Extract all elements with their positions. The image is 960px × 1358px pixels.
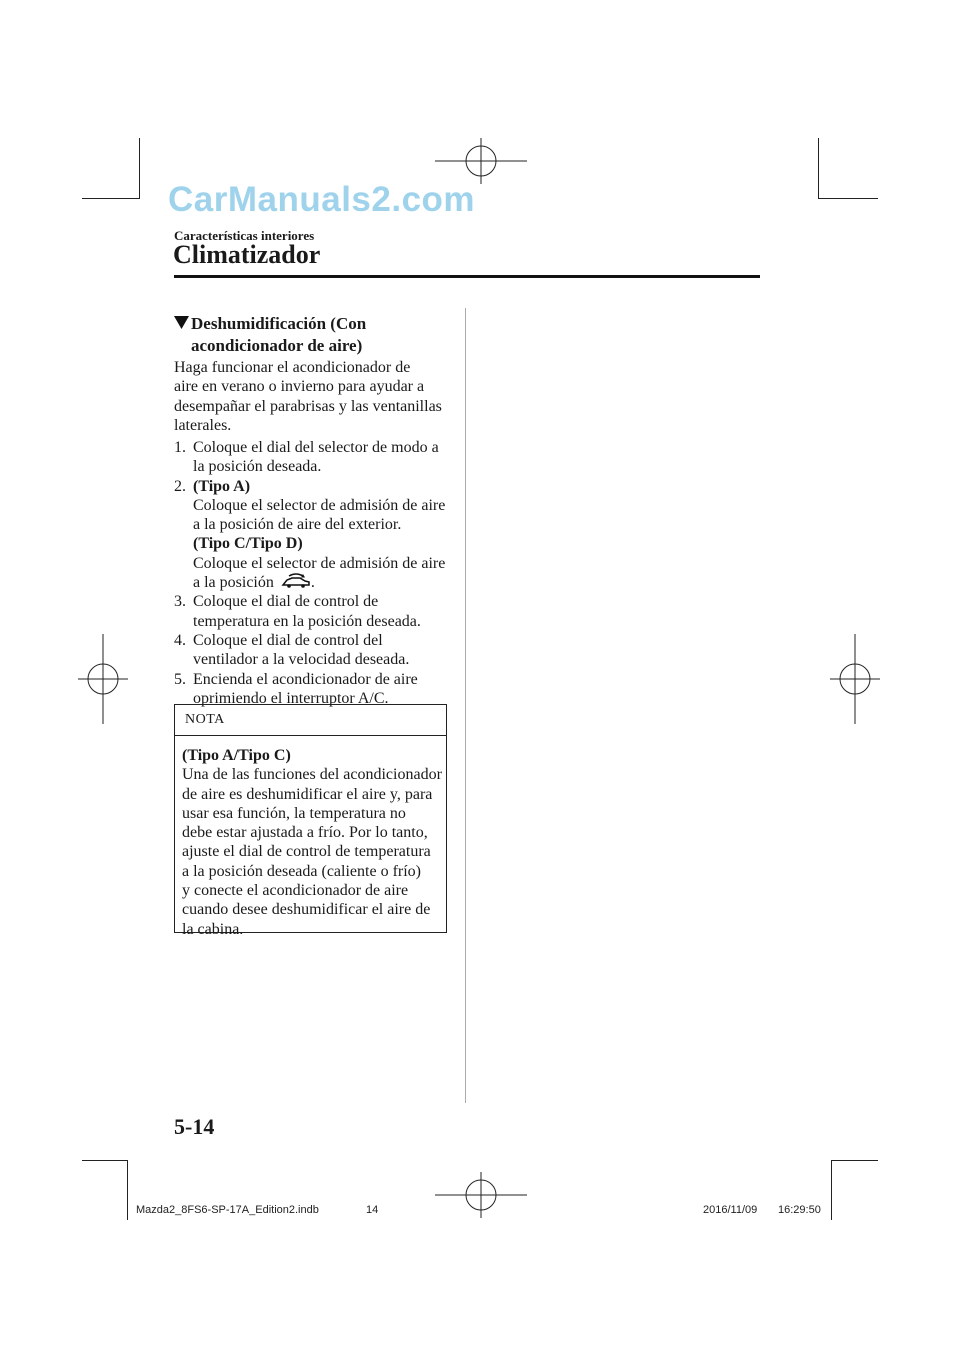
recirculation-car-icon <box>281 573 311 589</box>
intro-line: Haga funcionar el acondicionador de <box>174 359 411 376</box>
step-text: la posición deseada. <box>193 458 322 476</box>
crop-mark-top-right-h <box>818 198 878 199</box>
type-label: (Tipo A) <box>193 477 251 495</box>
step-text: Coloque el dial de control de <box>193 593 379 611</box>
step-number: 4. <box>174 631 186 649</box>
footer-time: 16:29:50 <box>778 1204 821 1216</box>
crop-mark-top-left-h <box>82 198 140 199</box>
footer-date: 2016/11/09 <box>703 1204 758 1216</box>
crop-mark-top-right-v <box>818 138 819 198</box>
step-text: temperatura en la posición deseada. <box>193 612 421 630</box>
note-line: a la posición deseada (caliente o frío) <box>182 862 421 880</box>
watermark-logo: CarManuals2.com <box>168 180 476 219</box>
note-line: cuando desee deshumidificar el aire de <box>182 901 431 919</box>
step-text: oprimiendo el interruptor A/C. <box>193 689 389 707</box>
registration-target-icon <box>435 138 527 184</box>
column-divider <box>465 308 466 1103</box>
footer-page: 14 <box>366 1204 379 1216</box>
intro-paragraph <box>174 358 446 435</box>
step-text: a la posición <box>193 574 274 592</box>
step-text-with-icon <box>193 573 454 592</box>
intro-line: laterales. <box>174 416 232 434</box>
list-item <box>174 438 454 477</box>
step-text: . <box>310 574 315 592</box>
note-line: y conecte el acondicionador de aire <box>182 882 409 900</box>
list-item <box>174 592 454 631</box>
list-item <box>174 631 454 670</box>
section-label: Características interiores <box>174 228 315 243</box>
page-number: 5-14 <box>174 1114 215 1139</box>
step-text: Coloque el selector de admisión de aire <box>193 554 446 572</box>
crop-mark-bottom-left-v <box>127 1160 128 1220</box>
registration-target-icon <box>830 634 880 724</box>
note-line: debe estar ajustada a frío. Por lo tanto, <box>182 824 428 842</box>
note-title: NOTA <box>185 712 225 727</box>
step-number: 3. <box>174 593 186 611</box>
header-rule <box>174 275 760 278</box>
triangle-bullet-icon <box>174 316 189 329</box>
step-text: Coloque el dial del selector de modo a <box>193 439 439 456</box>
step-text: Coloque el dial de control del <box>193 631 383 649</box>
note-line: la cabina. <box>182 920 244 938</box>
step-text: Encienda el acondicionador de aire <box>193 670 418 688</box>
note-subtitle: (Tipo A/Tipo C) <box>182 747 291 764</box>
step-number: 5. <box>174 670 186 688</box>
note-line: de aire es deshumidificar el aire y, para <box>182 785 433 803</box>
step-number: 1. <box>174 439 186 456</box>
intro-line: desempañar el parabrisas y las ventanillas <box>174 397 442 415</box>
list-item <box>174 670 454 709</box>
step-text: ventilador a la velocidad deseada. <box>193 651 410 669</box>
crop-mark-top-left-v <box>139 138 140 198</box>
note-box <box>174 704 447 938</box>
note-line: usar esa función, la temperatura no <box>182 804 406 822</box>
step-text: Coloque el selector de admisión de aire <box>193 496 446 514</box>
step-number: 2. <box>174 477 186 495</box>
crop-mark-bottom-right-v <box>831 1160 832 1220</box>
note-body <box>182 746 444 939</box>
crop-mark-bottom-left-h <box>82 1160 128 1161</box>
footer-filename: Mazda2_8FS6-SP-17A_Edition2.indb <box>136 1204 319 1216</box>
heading-line-1: Deshumidificación (Con <box>191 314 367 333</box>
heading-line-2: acondicionador de aire) <box>191 336 363 355</box>
list-item <box>174 477 454 593</box>
step-text: a la posición de aire del exterior. <box>193 516 402 534</box>
registration-target-icon <box>78 634 128 724</box>
steps-list <box>174 438 454 708</box>
note-line: Una de las funciones del acondicionador <box>182 766 442 784</box>
note-header <box>175 705 446 736</box>
note-line: ajuste el dial de control de temperatura <box>182 843 431 861</box>
intro-line: aire en verano o invierno para ayudar a <box>174 378 425 396</box>
registration-target-icon <box>435 1172 527 1218</box>
crop-mark-bottom-right-h <box>831 1160 878 1161</box>
type-label: (Tipo C/Tipo D) <box>193 535 303 553</box>
chapter-title: Climatizador <box>173 240 321 269</box>
